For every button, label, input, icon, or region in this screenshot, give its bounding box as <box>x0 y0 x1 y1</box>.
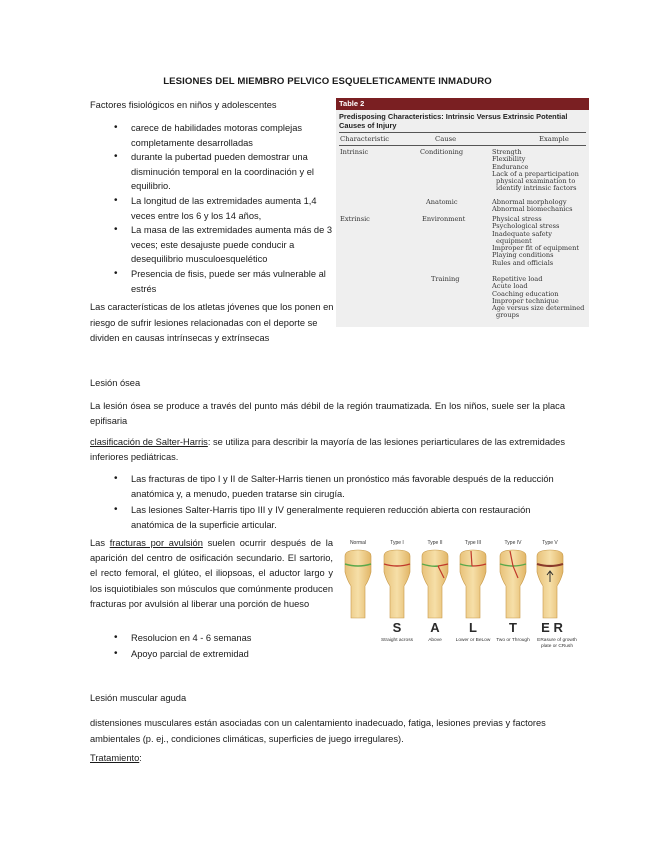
table-example: Lack of a preparticipation <box>492 169 579 178</box>
table-example: Psychological stress <box>492 222 560 231</box>
list-item: • carece de habilidades motoras complejas completamente desarrolladas <box>114 121 336 150</box>
tratamiento-colon: : <box>139 753 142 763</box>
table-header-example: Example <box>539 135 569 143</box>
table-example: Strength <box>492 148 522 156</box>
table-example: Coaching education <box>492 289 559 298</box>
table-header-cause: Cause <box>435 135 457 143</box>
table-example: Inadequate safety <box>492 229 552 238</box>
lesion-osea-intro: La lesión ósea se produce a través del punto más débil de la región traumatizada. En los niños, suele ser la placa epifisaria <box>90 401 565 426</box>
salter-letter: S <box>392 620 402 635</box>
tratamiento-label <box>90 751 142 766</box>
table-cell-examples <box>492 149 579 193</box>
list-item: • Las lesiones Salter-Harris tipo III y IV generalmente requieren reducción abierta con restauración anatómica de la superficie articular. <box>114 503 566 532</box>
factores-paragraph: Las características de los atletas jóvenes que los ponen en riesgo de sufrir lesiones relacionadas con el deporte se dividen en causas intrínsecas y extrínsecas <box>90 302 334 343</box>
avulsion-list <box>114 631 334 661</box>
lesion-osea-heading: Lesión ósea <box>90 378 141 388</box>
figure-type-label: Type III <box>464 540 482 546</box>
avulsion-pre: Las <box>90 538 110 548</box>
table-example: Flexibility <box>492 155 526 164</box>
figure-type-label: Type I <box>390 540 404 546</box>
table-title: Predisposing Characteristics: Intrinsic Versus Extrinsic Potential Causes of Injury <box>339 112 568 130</box>
bone-type-4 <box>500 550 526 618</box>
avulsion-term: fracturas por avulsión <box>109 538 203 548</box>
table-cell: Intrinsic <box>340 148 369 156</box>
table-example: Acute load <box>492 282 528 291</box>
salter-caption: Two or Through <box>496 638 530 643</box>
list-item: • Resolucion en 4 - 6 semanas <box>114 631 334 646</box>
salter-letter: E <box>541 620 550 635</box>
table-example: Improper fit of equipment <box>492 244 579 253</box>
lesion-muscular-paragraph: distensiones musculares están asociadas con un calentamiento inadecuado, fatiga, lesiones previas y factores ambientales (p. ej., condiciones climáticas, superficies de juego irregulares). <box>90 718 546 744</box>
salter-letter: R <box>553 620 563 635</box>
bone-type-2 <box>422 550 448 618</box>
lesion-muscular-heading: Lesión muscular aguda <box>90 693 187 703</box>
avulsion-rest: suelen ocurrir después de la aparición del centro de osificación secundario. El sartorio, el recto femoral, el glúteo, el iliopsoas, el aductor largo y los isquiotibiales son músculos que comúnmente producen fracturas por avulsión al liberar una porción de hueso <box>90 538 333 609</box>
tratamiento-term: Tratamiento <box>90 753 140 763</box>
list-item: • La longitud de las extremidades aumenta 1,4 veces entre los 6 y los 14 años, <box>114 194 336 223</box>
figure-type-label: Type IV <box>504 540 522 546</box>
table-example: groups <box>496 311 520 320</box>
table-rule <box>339 145 586 146</box>
table-label: Table 2 <box>336 98 589 110</box>
list-item: • La masa de las extremidades aumenta más de 3 veces; este desajuste puede conducir a desequilibrio musculoesquelético <box>114 223 336 267</box>
table-example: Age versus size determined <box>492 304 585 313</box>
bone-normal <box>345 550 371 618</box>
salter-harris-figure <box>341 540 585 655</box>
table-example: Abnormal biomechanics <box>492 205 573 214</box>
table-example: Physical stress <box>492 215 542 223</box>
table-cell: Anatomic <box>426 198 458 206</box>
table-rule <box>339 132 586 133</box>
salter-caption: ERasure of growth plate or CRush <box>537 638 577 649</box>
figure-type-label: Normal <box>349 540 367 546</box>
table-cell: Training <box>431 275 460 283</box>
list-item: • Las fracturas de tipo I y II de Salter-Harris tienen un pronóstico más favorable después de la reducción anatómica y, a menudo, pueden tratarse sin cirugía. <box>114 472 566 501</box>
factores-list <box>114 121 336 296</box>
table-cell: Extrinsic <box>340 215 370 223</box>
table-example: Rules and officials <box>492 258 554 267</box>
salter-term: clasificación de Salter-Harris <box>90 437 208 447</box>
table-example: identify intrinsic factors <box>496 184 577 193</box>
table-cell: Environment <box>422 215 466 223</box>
list-item: • durante la pubertad pueden demostrar una disminución temporal en la coordinación y el equilibrio. <box>114 150 336 194</box>
table-example: equipment <box>496 236 532 245</box>
table-example: Endurance <box>492 162 529 171</box>
table-cell-examples <box>492 216 579 267</box>
bone-drawings <box>341 548 585 620</box>
salter-letter: L <box>469 620 477 635</box>
salter-letter: A <box>430 620 440 635</box>
bone-type-1 <box>384 550 410 618</box>
salter-caption: Straight across <box>381 638 413 643</box>
figure-type-label: Type V <box>542 540 558 546</box>
salter-rest: : se utiliza para describir la mayoría de las lesiones periarticulares de las extremidades inferiores pediátricas. <box>90 437 565 462</box>
page-title: LESIONES DEL MIEMBRO PELVICO ESQUELETICAMENTE INMADURO <box>163 76 492 87</box>
salter-letter-er <box>533 620 571 635</box>
salter-caption: Above <box>428 638 442 643</box>
salter-paragraph <box>90 435 565 465</box>
salter-letter: T <box>509 620 517 635</box>
list-item: • Presencia de fisis, puede ser más vulnerable al estrés <box>114 267 336 296</box>
injury-causes-table <box>336 98 589 327</box>
table-header-characteristic: Characteristic <box>340 135 390 143</box>
table-cell-examples <box>492 276 584 320</box>
table-example: Playing conditions <box>492 251 554 260</box>
factores-heading: Factores fisiológicos en niños y adolescentes <box>90 100 277 110</box>
figure-type-label: Type II <box>427 540 443 546</box>
table-example: Improper technique <box>492 296 559 305</box>
avulsion-paragraph <box>90 536 333 612</box>
table-cell-examples <box>492 199 573 214</box>
salter-caption: Lower or BeLow <box>455 638 491 643</box>
table-example: Repetitive load <box>492 275 543 283</box>
list-item: • Apoyo parcial de extremidad <box>114 647 334 662</box>
bone-type-3 <box>460 550 486 618</box>
bone-type-5 <box>537 550 563 618</box>
table-example: physical examination to <box>496 177 576 186</box>
table-example: Abnormal morphology <box>492 198 567 206</box>
table-cell: Conditioning <box>420 148 464 156</box>
salter-list <box>114 472 566 532</box>
